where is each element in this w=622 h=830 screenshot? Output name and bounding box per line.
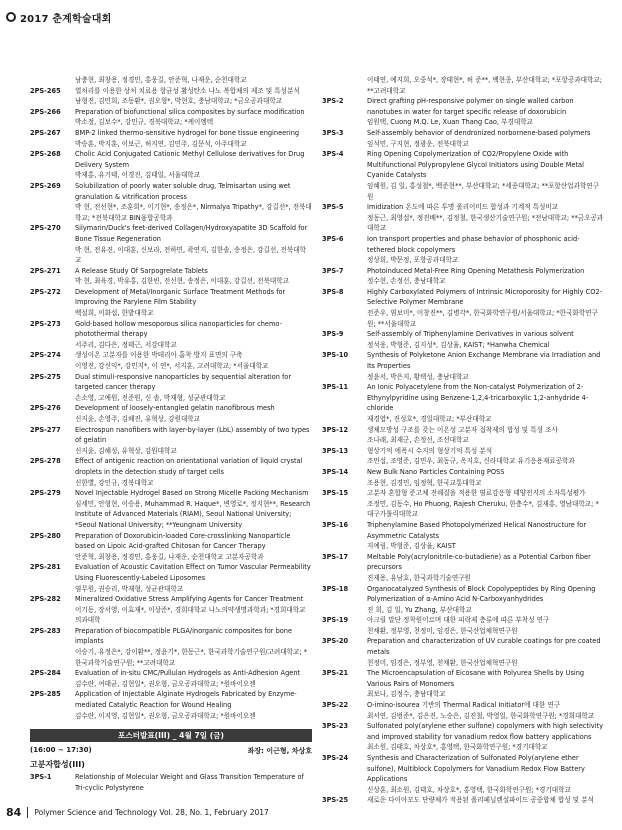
program-entry [322, 75, 604, 96]
program-entry [322, 488, 604, 520]
entry-code: 3PS-15 [322, 489, 349, 498]
program-entry [322, 202, 604, 234]
entry-body [367, 753, 604, 795]
journal-info: Polymer Science and Technology Vol. 28, No. 1, February 2017 [34, 808, 269, 817]
entry-body [367, 149, 604, 202]
program-entry [30, 531, 312, 563]
entry-code: 3PS-23 [322, 722, 349, 731]
entry-body [75, 350, 312, 371]
header-title: 2017 춘계학술대회 [20, 13, 112, 25]
entry-code: 2PS-280 [30, 531, 61, 540]
program-entry [30, 403, 312, 424]
entry-title: 열처리를 이용한 상처 치료용 항균성 활성탄소 나노 복합체의 제조 및 특성분석 [75, 86, 300, 95]
program-entry [30, 75, 312, 86]
program-entry [30, 287, 312, 319]
entry-title: 형상기억 에폭시 수지의 형상기억 특성 분석 [367, 446, 493, 455]
entry-body [75, 319, 312, 351]
entry-body [75, 372, 312, 404]
entry-body [367, 96, 604, 128]
program-entry [30, 689, 312, 721]
entry-authors: 박 현, 최육경, 박유홍, 김한빈, 전선현, 송정은, 이대훈, 강길선, 전북대학교 [75, 277, 289, 286]
entry-body [367, 467, 604, 488]
entry-authors: 조민섭, 조영준, 김민우, 최동규, 옥지호, 신라대학교 유기응용재료공학과 [367, 457, 575, 466]
left-entries [30, 75, 312, 721]
entry-code: 3PS-13 [322, 446, 349, 455]
entry-title: 아크릴 말단 정착원이르며 대한 피락제 층류에 따른 부착성 연구 [367, 616, 550, 625]
page-footer [6, 806, 269, 819]
entry-code: 3PS-4 [322, 150, 344, 159]
program-entry [30, 128, 312, 149]
entry-code: 2PS-283 [30, 626, 61, 635]
entry-code: 2PS-272 [30, 287, 61, 296]
entry-code: 2PS-279 [30, 489, 61, 498]
entry-title: Effect of antigenic reaction on orientational variation of liquid crystal droplets in the detection study of target cells [75, 457, 303, 476]
entry-title: Ring Opening Copolymerization of CO2/Propylene Oxide with Multifunctional Polypropylene Glycol Initiators using Double Metal Cyanide Catalysts [367, 150, 584, 180]
program-entry [322, 520, 604, 552]
entry-authors: 안준혁, 최창용, 정경민, 홍웅길, 나재운, 순천대학교 고분자공학과 [75, 552, 264, 561]
entry-authors: 정상희, 박문정, 포항공과대학교 [367, 256, 459, 265]
program-entry [30, 372, 312, 404]
program-entry [30, 562, 312, 594]
entry-authors: 임원택, Cuong M.Q. Le, Xuan Thang Cao, 부경대학교 [367, 118, 533, 127]
entry-body [367, 128, 604, 149]
entry-body [367, 350, 604, 382]
entry-body [75, 594, 312, 626]
header-circle-icon [6, 12, 16, 22]
entry-code: 3PS-1 [30, 773, 52, 782]
entry-body [75, 403, 312, 424]
entry-title: Development of loosely-entangled gelatin nanofibrous mesh [75, 404, 275, 413]
left-column [30, 75, 312, 793]
entry-code: 3PS-24 [322, 754, 349, 762]
left-entries-post [30, 772, 312, 793]
entry-code [30, 75, 75, 86]
program-entry [30, 668, 312, 689]
page-header [6, 9, 111, 25]
entry-body [75, 531, 312, 563]
entry-body [75, 181, 312, 223]
entry-authors: 김수란, 여태균, 김현일*, 권오형, 금오공과대학교; *원바이오젠 [75, 679, 256, 688]
entry-code: 3PS-10 [322, 351, 349, 360]
program-entry [30, 456, 312, 488]
entry-title: Photoinduced Metal-Free Ring Opening Metathesis Polymerization [367, 266, 585, 275]
entry-body [367, 234, 604, 266]
program-entry [30, 626, 312, 668]
entry-authors: 박승훈, 박지훈, 이보근, 허지연, 김민주, 김문석, 아주대학교 [75, 139, 247, 148]
entry-code: 2PS-273 [30, 319, 61, 328]
program-entry [322, 128, 604, 149]
entry-code: 3PS-14 [322, 467, 349, 476]
entry-body [75, 456, 312, 488]
entry-code: 3PS-3 [322, 128, 344, 137]
session-chair: 좌장: 이근형, 차상호 [247, 747, 312, 756]
entry-code: 2PS-275 [30, 372, 61, 381]
entry-authors: 심세민, 안형현, 이승용, Muhammad R. Haque*, 변영로*, 정지현**, Research Institute of Advanced Materials (RIAM), Seoul National University; *Seoul National University; **Yeungnam University [75, 499, 311, 529]
entry-authors: 천정미, 임경은, 정부영, 천채환, 한국산업체혁연구원 [367, 658, 518, 667]
entry-body [75, 75, 312, 86]
entry-code: 3PS-22 [322, 701, 349, 710]
program-entry [322, 615, 604, 636]
entry-title: Synthesis of Polyketone Anion Exchange Membrane via Irradiation and Its Properties [367, 351, 601, 371]
program-entry [322, 446, 604, 467]
entry-authors: 정윤서, 박은지, 황택성, 충남대학교 [367, 372, 469, 381]
entry-code: 3PS-8 [322, 287, 344, 296]
program-entry [30, 425, 312, 457]
entry-code: 2PS-278 [30, 457, 61, 466]
entry-authors: 진 희, 김 일, Yu Zhang, 부산대학교 [367, 605, 472, 614]
entry-body [367, 287, 604, 329]
program-entry [30, 488, 312, 530]
entry-body [367, 202, 604, 234]
program-entry [30, 594, 312, 626]
entry-authors: 임석민, 구지현, 정광운, 전북대학교 [367, 139, 469, 148]
entry-title: Application of Injectable Alginate Hydrogels Fabricated by Enzyme-mediated Catalytic Reaction for Wound Healing [75, 690, 297, 710]
program-entry [30, 181, 312, 223]
program-entry [322, 329, 604, 350]
entry-authors: 조용현, 김경민, 임정혁, 한국교통대학교 [367, 478, 482, 487]
entry-code: 2PS-267 [30, 128, 61, 137]
entry-authors: 박 현, 전유진, 이대훈, 신보라, 전하민, 곽연지, 김한솔, 송정은, 강길선, 전북대학교 [75, 245, 306, 265]
entry-code: 3PS-12 [322, 425, 349, 434]
entry-title: Direct grafting pH-responsive polymer on single walled carbon nanotubes in water for target specific release of doxorubicin [367, 97, 574, 116]
entry-title: Preparation and characterization of UV curable coatings for pre coated metals [367, 637, 601, 657]
footer-divider [27, 807, 28, 818]
entry-title: Meltable Poly(acrylonitrile-co-butadiene) as a Potential Carbon fiber precursors [367, 552, 591, 572]
entry-title: Self-assembly of Triphenylamine Derivatives in various solvent [367, 330, 574, 339]
entry-code [322, 75, 367, 96]
session-time: (16:00 ~ 17:30) [30, 746, 92, 755]
program-entry [322, 636, 604, 668]
entry-title: 생성이온 고분자를 이용한 박테리아 흡착 방지 표면의 구축 [75, 351, 243, 360]
entry-body [367, 552, 604, 584]
entry-authors: 염무원, 권승리, 박재형, 성균관대학교 [75, 584, 184, 593]
entry-authors: 박재홍, 유기태, 이경진, 김태일, 서울대학교 [75, 171, 201, 180]
entry-code: 3PS-2 [322, 97, 344, 106]
entry-title: Cholic Acid Conjugated Cationic Methyl Cellulose derivatives for Drug Delivery System [75, 150, 305, 169]
entry-title: Electrospun nanofibers with layer-by-layer (LbL) assembly of two types of gelatin [75, 425, 310, 445]
program-entry [322, 425, 604, 446]
entry-title: Preparation of Doxorubicin-loaded Core-crosslinking Nanoparticle based on Lipoic Acid-grafted Chitosan for Cancer Therapy [75, 531, 291, 551]
entry-title: Novel Injectable Hydrogel Based on Strong Micelle Packing Mechanism [75, 489, 309, 498]
entry-title: 생체모방성 구조를 갖는 이온성 고분자 접착제의 합성 및 특성 조사 [367, 425, 558, 434]
entry-code: 3PS-11 [322, 383, 349, 392]
program-entry [322, 700, 604, 721]
entry-body [367, 584, 604, 616]
entry-title: Sulfonated poly(arylene ether sulfone) copolymers with high selectivity and improved stability for vanadium redox flow battery applications [367, 722, 604, 741]
entry-title: Relationship of Molecular Weight and Glass Transition Temperature of Tri-cyclic Polystyrene [75, 773, 304, 792]
entry-authors: 서주리, 김다은, 정태근, 서강대학교 [75, 340, 177, 349]
program-entry [30, 107, 312, 128]
program-entry [30, 772, 312, 793]
entry-body [367, 266, 604, 287]
entry-body [75, 626, 312, 668]
entry-code: 3PS-17 [322, 552, 349, 561]
entry-authors: 조정민, 김동수, Ho Phuong, Rajesh Cheruku, 한충수*, 김재홍, 영남대학교; *대구가톨릭대학교 [367, 499, 599, 519]
entry-body [367, 520, 604, 552]
program-entry [30, 223, 312, 265]
entry-authors: 정동근, 최영섭*, 정진배**, 김정철, 한국생산기술연구원; *전남대학교; **금오공과대학교 [367, 213, 604, 233]
entry-code: 2PS-277 [30, 425, 61, 434]
entry-authors: 최소원, 김태호, 차상호*, 홍영택, 한국화학연구원; *경기대학교 [367, 743, 548, 752]
entry-authors: 제경엽*, 진성호*, 경일대학교; *부산대학교 [367, 415, 492, 423]
entry-body [367, 636, 604, 668]
program-entry [322, 467, 604, 488]
entry-body [367, 700, 604, 721]
program-entry [322, 382, 604, 424]
entry-code: 3PS-9 [322, 330, 344, 339]
entry-body [367, 75, 604, 96]
entry-code: 2PS-284 [30, 669, 61, 678]
program-entry [322, 287, 604, 329]
entry-title: Triphenylamine Based Photopolymerized Helical Nanostructure for Asymmetric Catalysts [367, 520, 587, 540]
session-bar: 포스터발표(III) _ 4월 7일 (금) [30, 729, 312, 742]
entry-authors: 박소정, 김보수*, 강민규, 경북대학교; *케이엠텍 [75, 118, 214, 127]
entry-body [367, 446, 604, 467]
entry-authors: 손소영, 고예원, 전준원, 신 솔, 박재형, 성균관대학교 [75, 393, 226, 402]
entry-body [75, 107, 312, 128]
program-entry [30, 149, 312, 181]
session-meta [30, 746, 312, 756]
session-subject: 고분자합성(III) [30, 760, 85, 770]
entry-code: 2PS-269 [30, 181, 61, 190]
entry-body [75, 425, 312, 457]
entry-title: A Release Study Of Sarpogrelate Tablets [75, 266, 208, 275]
entry-body [367, 488, 604, 520]
entry-code: 3PS-6 [322, 234, 344, 243]
program-entry [30, 350, 312, 371]
right-entries [322, 75, 604, 806]
entry-authors: 이기동, 장서영, 이효재*, 이상준*, 경희대학교 나노의약생명과학과; *경희대학교 의과대학 [75, 605, 306, 625]
entry-title: Silymarin/Duck's feet-derived Collagen/Hydroxyapatite 3D Scaffold for Bone Tissue Regeneration [75, 224, 308, 243]
entry-authors: 정수현, 손정선, 충남대학교 [367, 277, 446, 286]
entry-body [367, 795, 604, 806]
entry-code: 2PS-270 [30, 224, 61, 233]
entry-body [75, 287, 312, 319]
entry-title: Solubilization of poorly water soluble drug, Telmisartan using wet granulation & vitrification process [75, 181, 291, 201]
program-entry [30, 86, 312, 107]
entry-authors: 남충현, 최창용, 정경민, 홍웅길, 안준혁, 나재운, 순천대학교 [75, 76, 247, 84]
entry-code: 2PS-268 [30, 150, 61, 159]
entry-body [75, 149, 312, 181]
entry-title: An Ionic Polyacetylene from the Non-catalyst Polymerization of 2-Ethynylpyridine using Benzene-1,2,4-tricarboxylic 1,2-anhydride 4-chloride [367, 383, 589, 413]
entry-authors: 이영진, 강신익*, 강민지*, 이 연*, 서지훈, 고려대학교; *서울대학교 [75, 362, 269, 371]
entry-code: 3PS-18 [322, 584, 349, 593]
entry-code: 2PS-282 [30, 595, 61, 604]
entry-body [367, 329, 604, 350]
entry-authors: 김수란, 이지영, 김현일*, 권오형, 금오공과대학교; *원바이오젠 [75, 711, 256, 720]
entry-authors: 천채환, 정부영, 천정미, 임경은, 한국산업체혁연구원 [367, 626, 518, 635]
program-entry [322, 795, 604, 806]
entry-body [75, 772, 312, 793]
entry-title: Evaluation of in-situ CMC/Pullulan Hydrogels as Anti-Adhesion Agent [75, 669, 301, 678]
program-entry [322, 234, 604, 266]
entry-code: 3PS-5 [322, 203, 344, 212]
entry-body [75, 668, 312, 689]
entry-code: 3PS-7 [322, 266, 344, 275]
entry-title: Organocatalyzed Synthesis of Block Copolypeptides by Ring Opening Polymerization of α-Amino Acid N-Carboxyanhydrides [367, 584, 596, 604]
entry-title: 새로운 다이아모도 단량체가 적용된 폴리페닐렌설파이드 공중합체 합성 및 분석 [367, 796, 594, 805]
entry-code: 2PS-281 [30, 563, 61, 572]
program-entry [30, 266, 312, 287]
entry-authors: 정석웅, 박형준, 김지성*, 김상율, KAIST; *Hanwha Chemical [367, 340, 550, 349]
entry-authors: 박 현, 전선현*, 조훈희*, 이기현*, 송정은*, Nirmalya Tripathy*, 강길선*, 전북대학교; *전북대학교 BIN융합공학과 [75, 203, 312, 222]
entry-code: 3PS-16 [322, 520, 349, 529]
entry-title: BMP-2 linked thermo-sensitive hydrogel for bone tissue engineering [75, 128, 300, 137]
program-entry [322, 721, 604, 753]
program-entry [322, 149, 604, 202]
entry-body [75, 689, 312, 721]
entry-title: Mineralized Oxidative Stress Amplifying Agents for Cancer Treatment [75, 595, 304, 604]
entry-code: 3PS-19 [322, 616, 349, 625]
entry-title: 고분자 혼합형 준고체 전해질을 적용한 염료감응형 태양전지의 소자특성평가 [367, 489, 586, 498]
program-entry [322, 96, 604, 128]
entry-body [367, 615, 604, 636]
entry-body [367, 425, 604, 446]
right-column [322, 75, 604, 806]
program-entry [322, 753, 604, 795]
entry-authors: 조나래, 최재군, 손정선, 조선대학교 [367, 436, 469, 445]
entry-title: Highly Carboxylated Polymers of Intrinsic Microporosity for Highly CO2-Selective Polymer Membrane [367, 287, 602, 307]
entry-title: Gold-based hollow mesoporous silica nanoparticles for chemo-photothermal therapy [75, 319, 282, 339]
program-entry [322, 350, 604, 382]
entry-authors: 신지윤, 손영주, 김혜진, 유혁상, 강원대학교 [75, 415, 201, 423]
entry-title: Evaluation of Acoustic Cavitation Effect on Tumor Vascular Permeability Using Fluorescently-Labeled Liposomes [75, 563, 311, 582]
entry-authors: 이태연, 예지희, 오중석*, 장태현*, 허 준**, 백현종, 부산대학교; *포항공과대학교; **고려대학교 [367, 76, 602, 95]
entry-body [75, 562, 312, 594]
entry-code: 3PS-25 [322, 796, 349, 805]
entry-authors: 임혜원, 김 일, 홍성철*, 백준현**, 부산대학교; *세종대학교; **포항산업과학연구원 [367, 181, 599, 201]
entry-body [75, 488, 312, 530]
entry-code: 2PS-265 [30, 86, 61, 95]
entry-authors: 신상훈, 최소원, 김태호, 차상호*, 홍영택, 한국화학연구원; *경기대학교 [367, 785, 571, 794]
program-entry [322, 266, 604, 287]
entry-authors: 최서연, 김범준*, 김은진, 노승은, 김진철, 박영일, 한국화학연구원; *경희대학교 [367, 711, 595, 720]
entry-title: Development of Metal/Inorganic Surface Treatment Methods for Improving the Parylene Film Stability [75, 287, 286, 307]
entry-authors: 진재용, 유남호, 한국과학기술연구원 [367, 573, 471, 582]
entry-code: 2PS-266 [30, 107, 61, 116]
entry-code: 3PS-20 [322, 637, 349, 646]
page-number: 84 [6, 806, 22, 819]
entry-title: Dual stimuli-responsive nanoparticles by sequential alteration for targeted cancer therapy [75, 372, 292, 392]
entry-authors: 전준우, 염보미*, 이창진**, 김병각*, 한국화학연구원/서울대학교; *한국화학연구원; **서울대학교 [367, 309, 598, 328]
program-entry [322, 668, 604, 700]
entry-title: Synthesis and Characterization of Sulfonated Poly(arylene ether sulfone), Multiblock Copolymers for Vanadium Redox Flow Battery Applications [367, 754, 585, 784]
entry-title: The Microencapsulation of Eicosane with Polyurea Shells by Using Various Pairs of Monomers [367, 669, 585, 688]
entry-authors: 남형진, 김민희, 조동환*, 권오형*, 박현호, 충남대학교; *금오공과대학교 [75, 97, 283, 106]
entry-body [367, 721, 604, 753]
entry-title: Preparation of biocompatible PLGA/inorganic composites for bone implants [75, 626, 293, 646]
entry-authors: 이승기, 유정은*, 강이환**, 정윤기*, 한동근*, 한국과학기술연구원/고려대학교; *한국과학기술연구원; **고려대학교 [75, 648, 307, 667]
entry-code: 2PS-276 [30, 404, 61, 413]
entry-title: Imidization 온도에 따른 투명 폴리이미드 합성과 기계적 특성비교 [367, 203, 559, 212]
entry-body [75, 266, 312, 287]
entry-title: Self-assembly behavior of dendronized norbornene-based polymers [367, 128, 591, 137]
entry-code: 2PS-271 [30, 266, 61, 275]
program-entry [322, 552, 604, 584]
entry-code: 2PS-285 [30, 690, 61, 699]
entry-authors: 신지윤, 김혜성, 유혁상, 강원대학교 [75, 446, 177, 455]
entry-title: New Bulk Nano Particles Containing POSS [367, 467, 505, 476]
entry-title: Ion transport properties and phase behavior of phosphonic acid-tethered block copolymers [367, 234, 580, 254]
entry-title: Preparation of biofunctional silica composites by surface modification [75, 107, 305, 116]
entry-body [75, 86, 312, 107]
entry-authors: 최보나, 김정수, 충남대학교 [367, 690, 446, 699]
entry-authors: 백설희, 이화섭, 한밭대학교 [75, 309, 154, 318]
entry-authors: 신한별, 강인규, 경북대학교 [75, 478, 154, 487]
entry-body [367, 382, 604, 424]
entry-code: 2PS-274 [30, 351, 61, 360]
entry-code: 3PS-21 [322, 669, 349, 678]
entry-body [367, 668, 604, 700]
program-entry [322, 584, 604, 616]
entry-body [75, 223, 312, 265]
program-entry [30, 319, 312, 351]
entry-body [75, 128, 312, 149]
entry-authors: 지예림, 박형준, 김상율, KAIST [367, 542, 456, 551]
entry-title: O-imino-isourea 기반의 Thermal Radical Initiator에 대한 연구 [367, 701, 561, 710]
